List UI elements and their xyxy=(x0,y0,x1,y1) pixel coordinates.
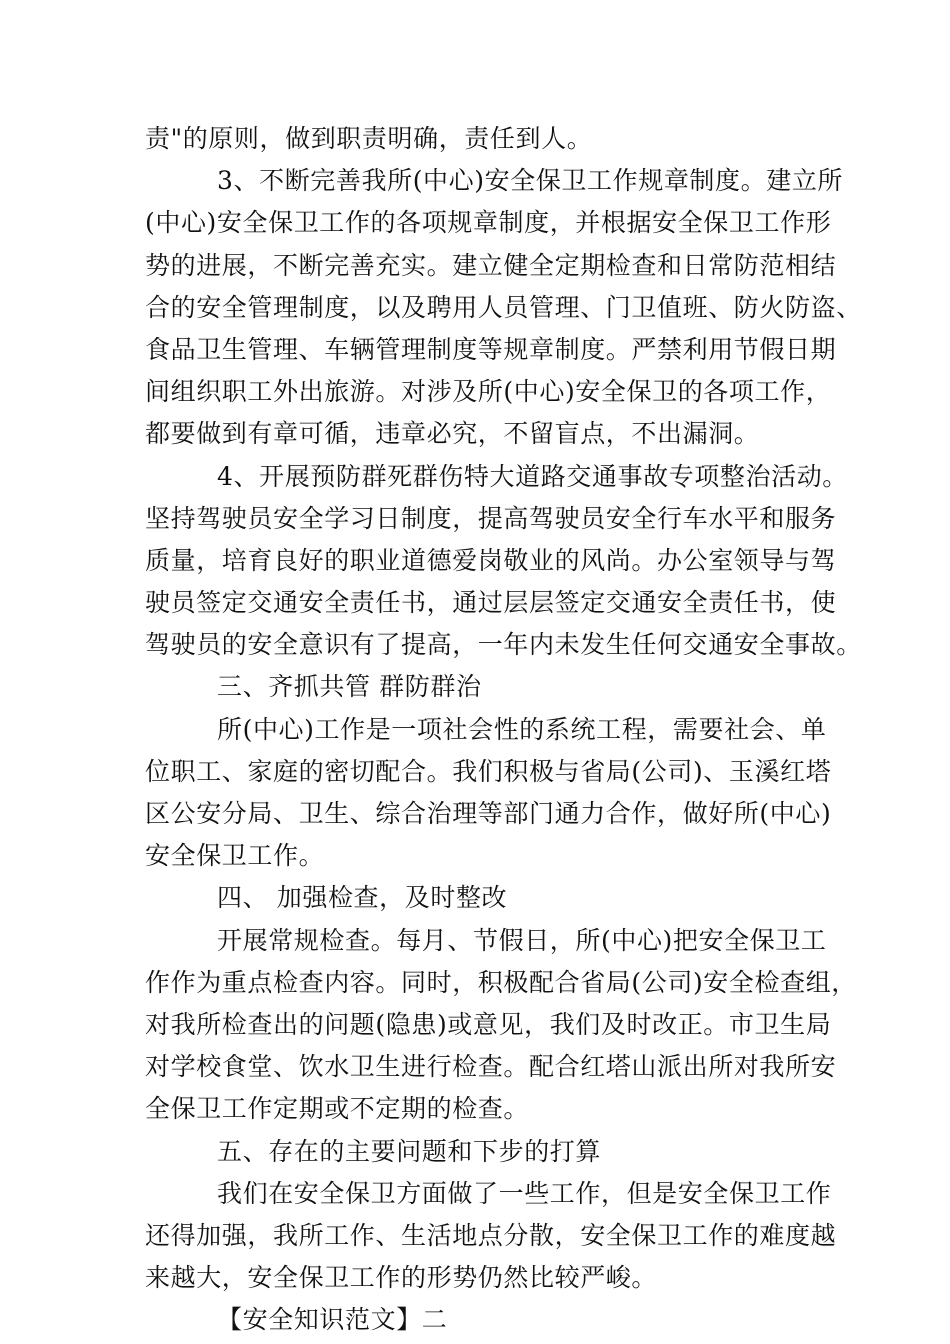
text-line: 责"的原则，做到职责明确，责任到人。 xyxy=(145,124,593,153)
text-line: 驶员签定交通安全责任书，通过层层签定交通安全责任书，使 xyxy=(145,588,837,618)
text-line: 安全保卫工作。 xyxy=(145,841,325,871)
paragraph-start: 开展常规检查。每月、节假日，所(中心)把安全保卫工 xyxy=(217,925,827,955)
text-line: 质量，培育良好的职业道德爱岗敬业的风尚。办公室领导与驾 xyxy=(145,545,837,575)
text-line: 间组织职工外出旅游。对涉及所(中心)安全保卫的各项工作， xyxy=(145,377,832,407)
section-heading-4: 四、 加强检查，及时整改 xyxy=(217,883,508,913)
text-line: 驾驶员的安全意识有了提高，一年内未发生任何交通安全事故。 xyxy=(145,630,862,660)
text-line: 全保卫工作定期或不定期的检查。 xyxy=(145,1094,530,1124)
text-line: 势的进展，不断完善充实。建立健全定期检查和日常防范相结 xyxy=(145,250,837,280)
sample-title: 【安全知识范文】二 xyxy=(217,1305,448,1335)
text-line: 合的安全管理制度，以及聘用人员管理、门卫值班、防火防盗、 xyxy=(145,292,862,322)
paragraph-3-start: 3、不断完善我所(中心)安全保卫工作规章制度。建立所 xyxy=(217,166,844,196)
paragraph-start: 我们在安全保卫方面做了一些工作，但是安全保卫工作 xyxy=(217,1178,832,1208)
text-line: 食品卫生管理、车辆管理制度等规章制度。严禁利用节假日期 xyxy=(145,334,837,364)
paragraph-4-start: 4、开展预防群死群伤特大道路交通事故专项整治活动。 xyxy=(217,461,848,491)
section-heading-5: 五、存在的主要问题和下步的打算 xyxy=(217,1136,602,1166)
text-line: 作作为重点检查内容。同时，积极配合省局(公司)安全检查组， xyxy=(145,967,857,997)
text-line: 来越大，安全保卫工作的形势仍然比较严峻。 xyxy=(145,1263,658,1293)
section-heading-3: 三、齐抓共管 群防群治 xyxy=(217,672,482,702)
text-line: 位职工、家庭的密切配合。我们积极与省局(公司)、玉溪红塔 xyxy=(145,756,832,786)
text-line: 都要做到有章可循，违章必究，不留盲点，不出漏洞。 xyxy=(145,419,760,449)
text-line: (中心)安全保卫工作的各项规章制度，并根据安全保卫工作形 xyxy=(145,208,832,238)
text-line: 坚持驾驶员安全学习日制度，提高驾驶员安全行车水平和服务 xyxy=(145,503,837,533)
text-line: 对我所检查出的问题(隐患)或意见，我们及时改正。市卫生局 xyxy=(145,1009,832,1039)
document-body xyxy=(145,118,862,1341)
text-line: 对学校食堂、饮水卫生进行检查。配合红塔山派出所对我所安 xyxy=(145,1052,837,1082)
paragraph-start: 所(中心)工作是一项社会性的系统工程，需要社会、单 xyxy=(217,714,827,744)
text-line: 区公安分局、卫生、综合治理等部门通力合作，做好所(中心) xyxy=(145,799,832,828)
text-line: 还得加强，我所工作、生活地点分散，安全保卫工作的难度越 xyxy=(145,1220,837,1250)
